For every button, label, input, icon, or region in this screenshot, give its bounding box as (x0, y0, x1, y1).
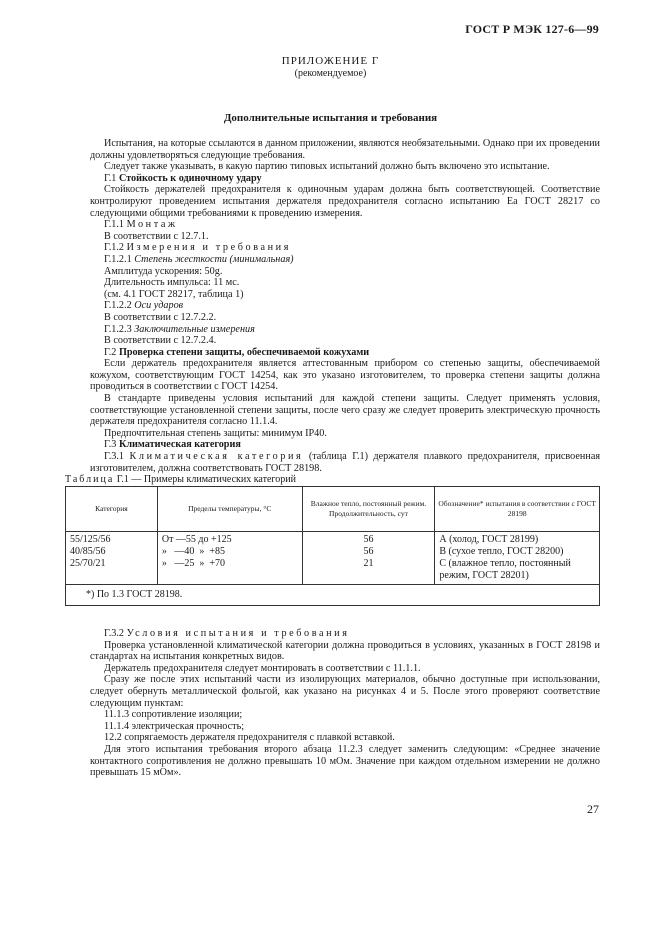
g1-title: Стойкость к одиночному удару (118, 172, 262, 184)
g31-spaced-term: Климатическая категория (129, 451, 304, 463)
g2-number: Г.2 (104, 346, 117, 358)
g3-heading (90, 439, 600, 451)
g32-title: Условия испытания и требования (126, 628, 350, 639)
g123-heading (90, 324, 600, 336)
g123-title: Заключительные измерения (134, 323, 255, 335)
intro-paragraph-1: Испытания, на которые ссылаются в данном приложении, являются необязательными. Однако при их проведении должны удовлетворяться следующие требования. (90, 138, 600, 161)
g3-title: Климатическая категория (118, 439, 241, 451)
second-text-block (90, 628, 600, 779)
table-cell: В (сухое тепло, ГОСТ 28200) (435, 546, 600, 558)
page-number: 27 (587, 802, 599, 816)
table-cell: » —25 » +70 (157, 558, 302, 585)
table-header-cell: Влажное тепло, постоянный режим. Продолжительность, сут (302, 487, 435, 532)
table-footnote: *) По 1.3 ГОСТ 28198. (66, 585, 600, 606)
g1-number: Г.1 (104, 172, 117, 184)
g12-title: Измерения и требования (126, 242, 291, 254)
g123-text: В соответствии с 12.7.2.4. (104, 335, 217, 347)
g32-paragraph-4: Для этого испытания требования второго абзаца 11.2.3 следует заменить следующим: «Среднее значение контактного сопротивления не должно превышать 10 мОм. Значение при каждом отдельном измерении не должно превышать 15 мОм». (90, 743, 600, 779)
table-cell: От —55 до +125 (157, 532, 302, 547)
table-cell: 40/85/56 (66, 546, 158, 558)
table-header-cell: Обозначение* испытания в соответствии с ГОСТ 28198 (435, 487, 600, 532)
table-row (66, 532, 600, 547)
g2-title: Проверка степени защиты, обеспечиваемой кожухами (118, 346, 370, 358)
list-item: 12.2 сопрягаемость держателя предохранителя с плавкой вставкой. (104, 732, 395, 744)
table-cell: 21 (302, 558, 435, 585)
g12-number: Г.1.2 (104, 242, 125, 254)
g32-paragraph-2: Держатель предохранителя следует монтировать в соответствии с 11.1.1. (104, 662, 421, 674)
g121-line-2: Длительность импульса: 11 мс. (104, 277, 240, 289)
g122-number: Г.1.2.2 (104, 300, 132, 312)
g11-title: Монтаж (126, 219, 178, 231)
g11-number: Г.1.1 (104, 219, 125, 231)
table-cell: 56 (302, 546, 435, 558)
g121-title: Степень жесткости (минимальная) (134, 253, 294, 265)
g122-heading (90, 300, 600, 312)
table-cell: 56 (302, 532, 435, 547)
g123-number: Г.1.2.3 (104, 323, 132, 335)
table-caption (65, 474, 296, 485)
g121-line-1: Амплитуда ускорения: 50g. (104, 265, 223, 277)
table-header-row (66, 487, 600, 532)
table-footnote-row (66, 585, 600, 606)
g11-text: В соответствии с 12.7.1. (104, 230, 209, 242)
g12-heading (90, 242, 600, 254)
g2-paragraph-2: В стандарте приведены условия испытаний для каждой степени защиты. Следует применять условия, соответствующие установленной степени защиты, после чего сразу же следует проверить электрическую прочность держателя предохранителя согласно 11.1.4. (90, 393, 600, 428)
g32-heading (90, 628, 600, 640)
g122-text: В соответствии с 12.7.2.2. (104, 311, 217, 323)
section-title: Дополнительные испытания и требования (223, 112, 438, 124)
standard-header: ГОСТ Р МЭК 127-6—99 (465, 22, 599, 36)
table-row (66, 558, 600, 585)
g2-paragraph-3: Предпочтительная степень защиты: минимум IP40. (104, 427, 327, 439)
intro-paragraph-2: Следует также указывать, в какую партию типовых испытаний должно быть включено это испытание. (104, 161, 550, 173)
g32-paragraph-3: Сразу же после этих испытаний части из изолирующих материалов, обычно доступные при использовании, следует обернуть металлической фольгой, как указано на рисунках 4 и 5. После этого проверяют соответствие следующим пунктам: (90, 674, 600, 709)
g31-paragraph (90, 451, 600, 474)
g121-heading (90, 254, 600, 266)
g2-paragraph-1: Если держатель предохранителя является аттестованным прибором со степенью защиты, обеспечиваемой кожухом, соответствующим ГОСТ 14254, как это указано изготовителем, то проверка степени защиты должна проводиться в соответствии с ГОСТ 14254. (90, 358, 600, 393)
g11-heading (90, 219, 600, 231)
appendix-subtitle: (рекомендуемое) (294, 68, 367, 79)
g32-number: Г.3.2 (104, 628, 125, 639)
table-cell: 55/125/56 (66, 532, 158, 547)
table-header-cell: Пределы температуры, °С (157, 487, 302, 532)
list-item: 11.1.3 сопротивление изоляции; (104, 709, 243, 721)
table-caption-text: Г.1 — Примеры климатических категорий (116, 474, 296, 485)
g2-heading (90, 347, 600, 359)
table-cell: А (холод, ГОСТ 28199) (435, 532, 600, 547)
list-item: 11.1.4 электрическая прочность; (104, 720, 245, 732)
table-header-cell: Категория (66, 487, 158, 532)
g31-text: (таблица Г.1) держателя плавкого предохранителя, присвоенная изготовителем, должна соответствовать ГОСТ 28198. (90, 451, 601, 474)
table-cell: 25/70/21 (66, 558, 158, 585)
g121-line-3: (см. 4.1 ГОСТ 28217, таблица 1) (104, 288, 244, 300)
table-caption-label: Таблица (65, 474, 115, 485)
appendix-title: ПРИЛОЖЕНИЕ Г (281, 55, 380, 67)
g3-number: Г.3 (104, 439, 117, 451)
g1-heading (90, 173, 600, 185)
climate-categories-table (65, 486, 600, 606)
main-text-block (90, 138, 600, 474)
table-cell: » —40 » +85 (157, 546, 302, 558)
g1-text: Стойкость держателей предохранителя к одиночным ударам должна быть соответствующей. Соответствие контролируют проведением испытания держателя предохранителя согласно испытанию Еа ГОСТ 28217 со следующими общими требованиями к проведению измерения. (90, 184, 600, 219)
g32-paragraph-1: Проверка установленной климатической категории должна проводиться в условиях, указанных в ГОСТ 28198 и стандартах на испытания конкретных видов. (90, 639, 600, 663)
table-row (66, 546, 600, 558)
g121-number: Г.1.2.1 (104, 253, 132, 265)
g122-title: Оси ударов (134, 300, 184, 312)
g31-number: Г.3.1 (104, 451, 125, 463)
table-cell: С (влажное тепло, постоянный режим, ГОСТ 28201) (435, 558, 600, 585)
